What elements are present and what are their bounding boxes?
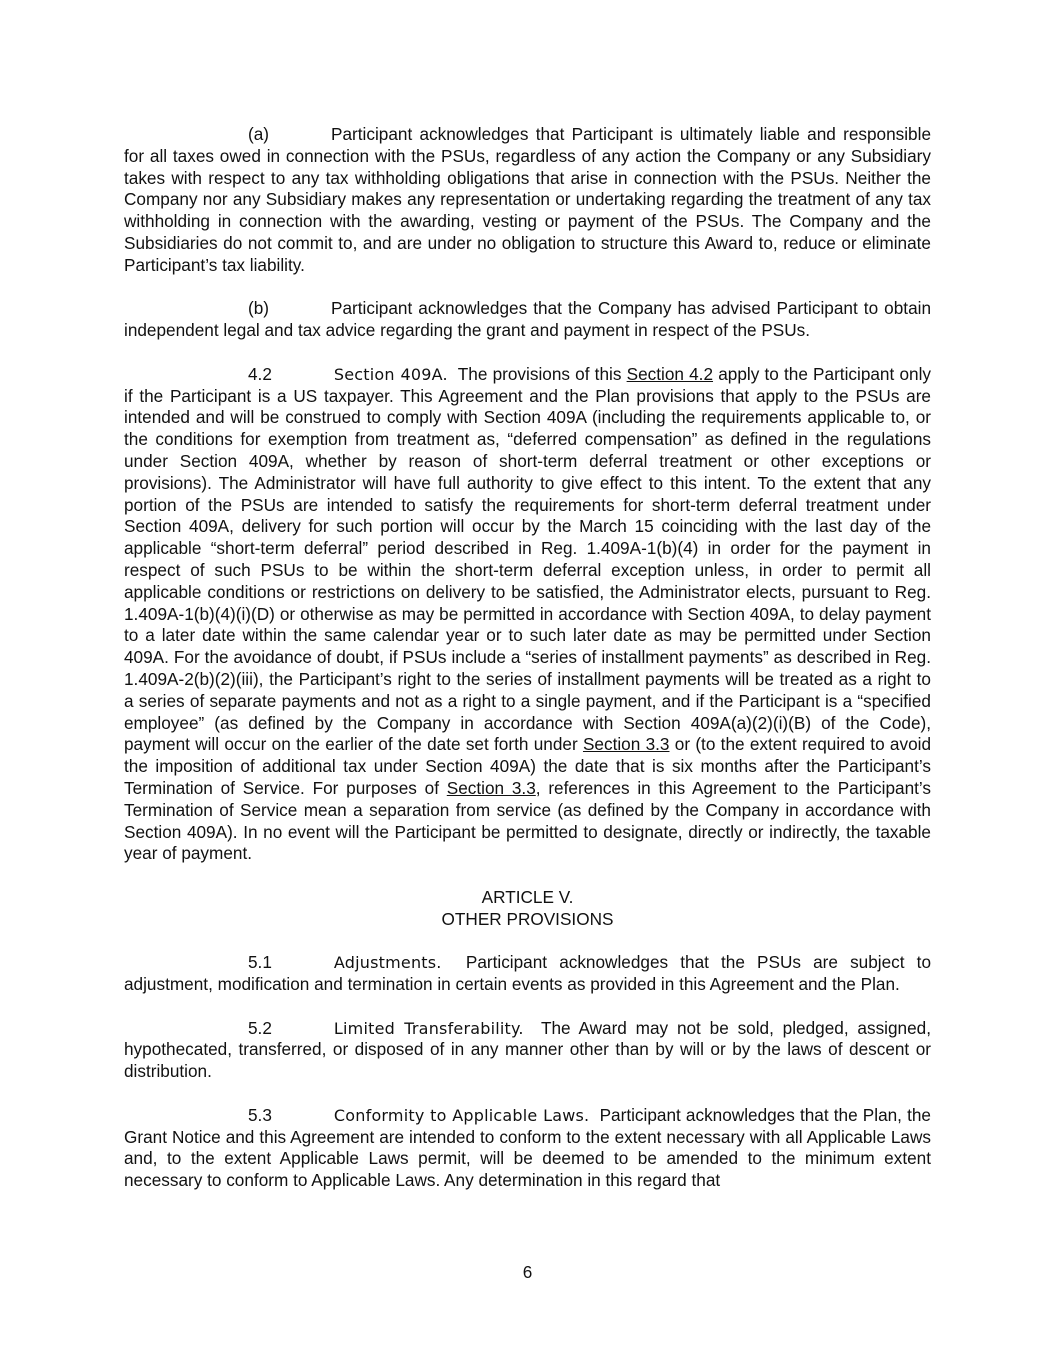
section-text: Participant acknowledges that the PSUs are subject to adjustment, modification and termination in certain events as provided in this Agreement and the Plan.: [124, 952, 931, 995]
section-text: or (to the extent required to avoid the imposition of additional tax under Section 409A) the date that is six months after the Participant’s Termination of Service. For purposes of: [124, 734, 932, 798]
page-number: 6: [522, 1262, 533, 1282]
article-title: OTHER PROVISIONS: [441, 908, 614, 929]
section-heading: Limited Transferability.: [333, 1018, 524, 1038]
paragraph-marker: (a): [248, 124, 270, 144]
paragraph-text: Participant acknowledges that Participant is ultimately liable and responsible for all taxes owed in connection with the PSUs, regardless of any action the Company or any Subsidiary takes with respect to any tax withholding obligations that arise in connection with the PSUs. Neither the Company nor any Subsidiary makes any representation or undertaking regarding the treatment of any tax withholding in connection with the awarding, vesting or payment of the PSUs. The Company and the Subsidiaries do not commit to, and are under no obligation to structure this Award to, reduce or eliminate Participant’s tax liability.: [124, 124, 931, 275]
paragraph-marker: (b): [248, 298, 270, 319]
section-text: The provisions of this: [457, 363, 627, 384]
article-heading: [124, 887, 931, 931]
paragraph-4-1-b: [124, 298, 931, 342]
section-5-1: [124, 952, 931, 996]
section-text: apply to the Participant only if the Participant is a US taxpayer. This Agreement and the Plan provisions that apply to the PSUs are intended and will be construed to comply with Section 409A (including the requirements applicable to, or the conditions for exemption from treatment as, “deferred compensation” as defined in the regulations under Section 409A, whether by reason of short-term deferral treatment or other exceptions or provisions). The Administrator will have full authority to give effect to this intent. To the extent that any portion of the PSUs are intended to satisfy the requirements for short-term deferral treatment under Section 409A, delivery for such portion will occur by the March 15 coinciding with the last day of the applicable “short-term deferral” period described in Reg. 1.409A-1(b)(4) in order for the payment in respect of such PSUs to be within the short-term deferral exception unless, in order to permit all applicable conditions or restrictions on delivery to be satisfied, the Administrator elects, pursuant to Reg. 1.409A-1(b)(4)(i)(D) or otherwise as may be permitted in accordance with Section 409A, to delay payment to a later date within the same calendar year or to such later date as may be permitted under Section 409A. For the avoidance of doubt, if PSUs include a “series of installment payments” as described in Reg. 1.409A-2(b)(2)(iii), the Participant’s right to the series of installment payments will be treated as a right to a series of separate payments and not as a right to a single payment, and if the Participant is a “specified employee” (as defined by the Company in accordance with Section 409A(a)(2)(i)(B) of the Code), payment will occur on the earlier of the date set forth under: [124, 363, 931, 755]
article-number: ARTICLE V.: [481, 886, 574, 907]
section-text: The Award may not be sold, pledged, assigned, hypothecated, transferred, or disposed of in any manner other than by will or by the laws of descent or distribution.: [124, 1017, 932, 1082]
paragraph-text: Participant acknowledges that the Company has advised Participant to obtain independent legal and tax advice regarding the grant and payment in respect of the PSUs.: [124, 298, 931, 341]
section-4-2: [124, 364, 931, 865]
section-5-3: [124, 1105, 931, 1192]
section-number: 5.2: [248, 1017, 272, 1038]
section-number: 4.2: [248, 363, 272, 384]
section-text: , references in this Agreement to the Participant’s Termination of Service mean a separation from service (as defined by the Company in accordance with Section 409A). In no event will the Participant be permitted to designate, directly or indirectly, the taxable year of payment.: [124, 777, 932, 864]
section-number: 5.1: [248, 952, 272, 973]
section-reference-3-3: Section 3.3: [446, 777, 536, 798]
section-reference-3-3: Section 3.3: [582, 734, 670, 755]
section-heading: Adjustments.: [333, 953, 442, 973]
section-heading: Conformity to Applicable Laws.: [333, 1105, 590, 1125]
section-text: Participant acknowledges that the Plan, the Grant Notice and this Agreement are intended to conform to the extent necessary with all Applicable Laws and, to the extent Applicable Laws permit, will be deemed to be amended to the minimum extent necessary to conform to Applicable Laws. Any determination in this regard that: [124, 1104, 931, 1191]
section-number: 5.3: [248, 1104, 272, 1125]
section-heading: Section 409A.: [333, 364, 448, 384]
section-5-2: [124, 1018, 931, 1083]
document-page: [124, 124, 931, 1214]
section-reference-4-2: Section 4.2: [626, 363, 714, 384]
paragraph-4-1-a: [124, 124, 931, 277]
